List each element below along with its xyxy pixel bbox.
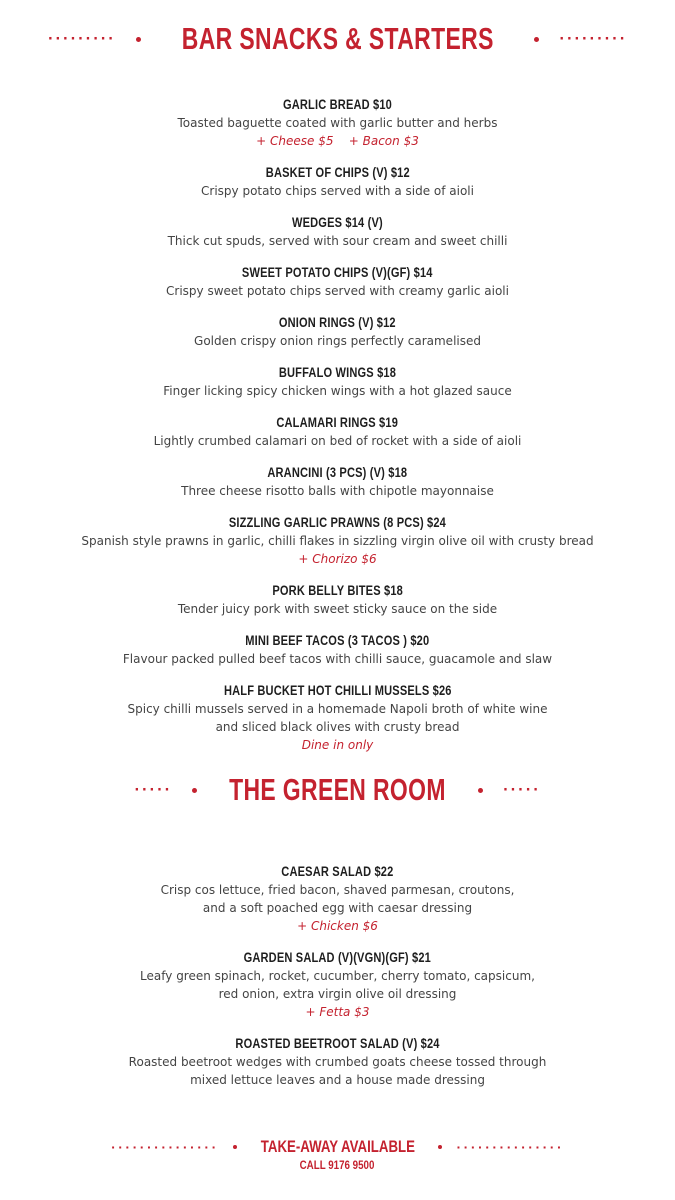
- section-heading-green-room: [0, 771, 675, 809]
- decorative-bullet: [136, 37, 141, 42]
- menu-item-description: mixed lettuce leaves and a house made dressing: [190, 1073, 485, 1087]
- menu-item-addon: Dine in only: [301, 738, 374, 752]
- menu-item: [0, 512, 675, 568]
- menu-item-description: Thick cut spuds, served with sour cream and sweet chilli: [167, 234, 508, 248]
- menu-item: [0, 412, 675, 450]
- menu-item-title: GARDEN SALAD (V)(VGN)(GF) $21: [243, 950, 432, 965]
- decorative-bullet: [438, 1145, 442, 1149]
- menu-section-green-room: [0, 861, 675, 1101]
- menu-item-addon: + Chicken $6: [297, 919, 378, 933]
- menu-item-description: Spanish style prawns in garlic, chilli flakes in sizzling virgin olive oil with crusty bread: [81, 534, 594, 548]
- decorative-bullet: [233, 1145, 237, 1149]
- menu-item-title: GARLIC BREAD $10: [282, 97, 393, 112]
- section-title: THE GREEN ROOM: [229, 772, 446, 807]
- menu-item-title: ARANCINI (3 PCS) (V) $18: [267, 465, 408, 480]
- menu-item-description: Spicy chilli mussels served in a homemade Napoli broth of white wine: [127, 702, 548, 716]
- section-title: BAR SNACKS & STARTERS: [181, 21, 494, 56]
- decorative-bullet: [478, 788, 483, 793]
- menu-item-description: and sliced black olives with crusty bread: [215, 720, 460, 734]
- menu-item-description: Crispy potato chips served with a side of aioli: [201, 184, 474, 198]
- phone-number: CALL 9176 9500: [300, 1160, 375, 1172]
- menu-item: [0, 861, 675, 935]
- menu-item-addon: + Fetta $3: [305, 1005, 370, 1019]
- takeaway-label: TAKE-AWAY AVAILABLE: [260, 1137, 415, 1156]
- menu-item-title: CAESAR SALAD $22: [281, 864, 394, 879]
- menu-item-description: Three cheese risotto balls with chipotle mayonnaise: [181, 484, 494, 498]
- menu-item-description: Roasted beetroot wedges with crumbed goats cheese tossed through: [128, 1055, 547, 1069]
- menu-item-description: Golden crispy onion rings perfectly caramelised: [194, 334, 481, 348]
- footer: [0, 1136, 675, 1172]
- menu-item-title: MINI BEEF TACOS (3 TACOS ) $20: [245, 633, 430, 648]
- menu-item-title: ROASTED BEETROOT SALAD (V) $24: [235, 1036, 440, 1051]
- menu-item-description: and a soft poached egg with caesar dressing: [202, 901, 473, 915]
- menu-item-title: BASKET OF CHIPS (V) $12: [265, 165, 410, 180]
- decorative-bullet: [534, 37, 539, 42]
- menu-item: [0, 462, 675, 500]
- menu-item-title: ONION RINGS (V) $12: [279, 315, 396, 330]
- menu-section-bar-snacks: [0, 94, 675, 766]
- menu-item-title: HALF BUCKET HOT CHILLI MUSSELS $26: [223, 683, 452, 698]
- menu-item: [0, 680, 675, 754]
- menu-item-addon: + Chorizo $6: [298, 552, 377, 566]
- menu-item-description: Tender juicy pork with sweet sticky sauce on the side: [177, 602, 498, 616]
- menu-item-description: Crisp cos lettuce, fried bacon, shaved parmesan, croutons,: [160, 883, 515, 897]
- menu-item-title: SIZZLING GARLIC PRAWNS (8 PCS) $24: [228, 515, 447, 530]
- decorative-dots: ·········: [47, 31, 116, 47]
- takeaway-banner: [0, 1136, 675, 1158]
- menu-item: [0, 162, 675, 200]
- menu-item: [0, 362, 675, 400]
- menu-item-description: Leafy green spinach, rocket, cucumber, cherry tomato, capsicum,: [140, 969, 535, 983]
- menu-item-title: WEDGES $14 (V): [292, 215, 383, 230]
- menu-item-description: Finger licking spicy chicken wings with a hot glazed sauce: [163, 384, 512, 398]
- decorative-dots: ·········: [559, 31, 628, 47]
- section-heading-bar-snacks: [0, 20, 675, 58]
- menu-item-description: Lightly crumbed calamari on bed of rocket with a side of aioli: [153, 434, 522, 448]
- menu-item: [0, 212, 675, 250]
- menu-item-description: Crispy sweet potato chips served with creamy garlic aioli: [166, 284, 509, 298]
- menu-item: [0, 947, 675, 1021]
- menu-item-title: PORK BELLY BITES $18: [272, 583, 403, 598]
- menu-item-description: Toasted baguette coated with garlic butter and herbs: [177, 116, 498, 130]
- menu-item: [0, 94, 675, 150]
- menu-item-title: CALAMARI RINGS $19: [276, 415, 399, 430]
- menu-item-description: red onion, extra virgin olive oil dressing: [218, 987, 457, 1001]
- menu-item: [0, 1033, 675, 1089]
- menu-item: [0, 580, 675, 618]
- decorative-bullet: [192, 788, 197, 793]
- menu-item-title: BUFFALO WINGS $18: [278, 365, 397, 380]
- menu-item: [0, 262, 675, 300]
- menu-item: [0, 312, 675, 350]
- decorative-dots: ·····: [502, 782, 541, 798]
- decorative-dots: ·····: [134, 782, 173, 798]
- decorative-dots: ···············: [110, 1140, 219, 1154]
- menu-item-addon: + Cheese $5 + Bacon $3: [256, 134, 419, 148]
- menu-item-title: SWEET POTATO CHIPS (V)(GF) $14: [242, 265, 433, 280]
- decorative-dots: ···············: [456, 1140, 565, 1154]
- menu-item-description: Flavour packed pulled beef tacos with chilli sauce, guacamole and slaw: [122, 652, 553, 666]
- menu-item: [0, 630, 675, 668]
